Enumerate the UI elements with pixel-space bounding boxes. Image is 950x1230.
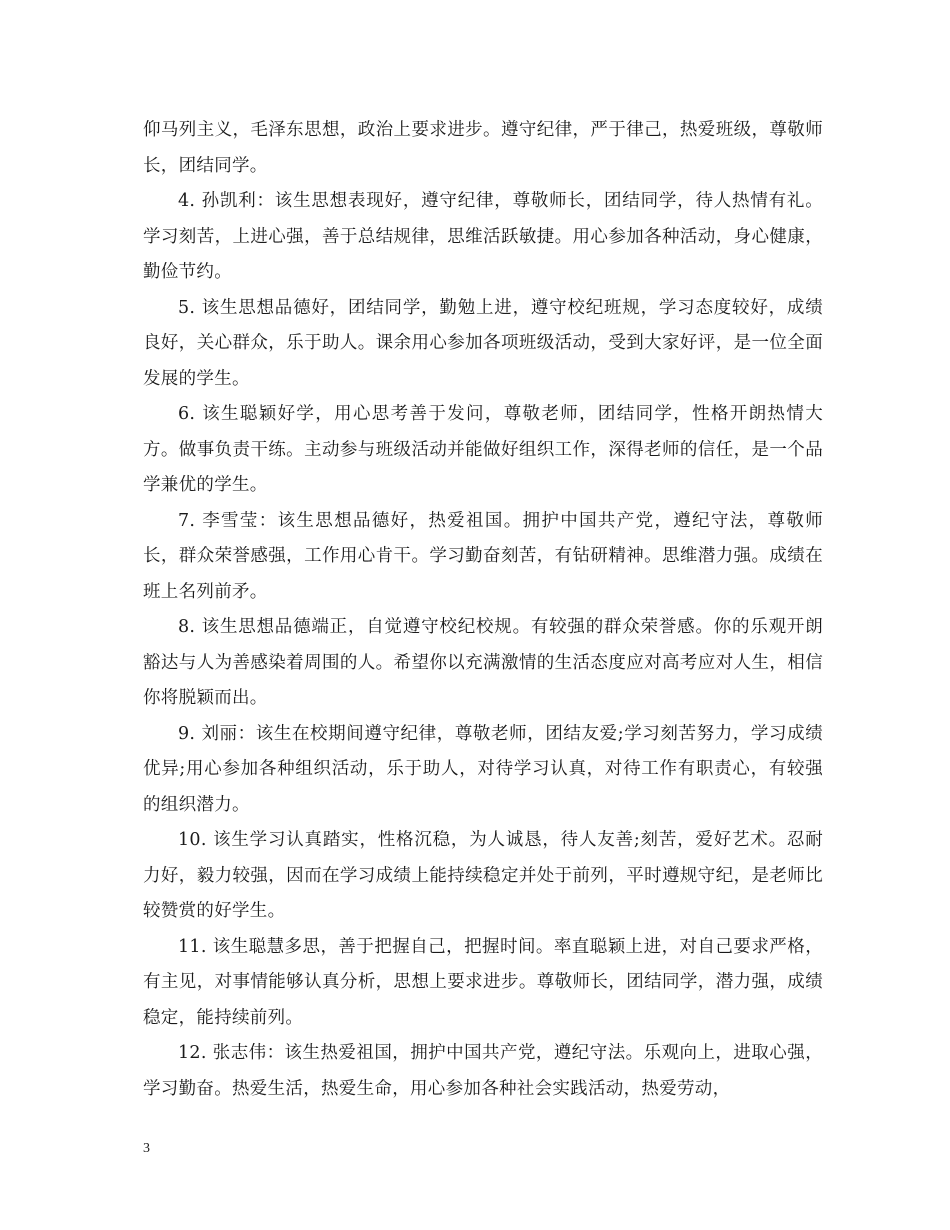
paragraph: 5. 该生思想品德好，团结同学，勤勉上进，遵守校纪班规，学习态度较好，成绩良好，关心群众，乐于助人。课余用心参加各项班级活动，受到大家好评，是一位全面发展的学生。 <box>143 297 823 389</box>
paragraph: 4. 孙凯利：该生思想表现好，遵守纪律，尊敬师长，团结同学，待人热情有礼。学习刻苦，上进心强，善于总结规律，思维活跃敏捷。用心参加各种活动，身心健康，勤俭节约。 <box>143 191 823 282</box>
paragraph: 9. 刘丽：该生在校期间遵守纪律，尊敬老师，团结友爱;学习刻苦努力，学习成绩优异;用心参加各种组织活动，乐于助人，对待学习认真，对待工作有职责心，有较强的组织潜力。 <box>143 723 823 815</box>
paragraph: 11. 该生聪慧多思，善于把握自己，把握时间。率直聪颖上进，对自己要求严格，有主见，对事情能够认真分析，思想上要求进步。尊敬师长，团结同学，潜力强，成绩稳定，能持续前列。 <box>143 936 823 1028</box>
paragraph: 12. 张志伟：该生热爱祖国，拥护中国共产党，遵纪守法。乐观向上，进取心强，学习勤奋。热爱生活，热爱生命，用心参加各种社会实践活动，热爱劳动， <box>143 1043 823 1099</box>
document-body <box>143 113 823 1107</box>
paragraph: 6. 该生聪颖好学，用心思考善于发问，尊敬老师，团结同学，性格开朗热情大方。做事负责干练。主动参与班级活动并能做好组织工作，深得老师的信任，是一个品学兼优的学生。 <box>143 404 823 495</box>
paragraph: 8. 该生思想品德端正，自觉遵守校纪校规。有较强的群众荣誉感。你的乐观开朗豁达与人为善感染着周围的人。希望你以充满激情的生活态度应对高考应对人生，相信你将脱颖而出。 <box>143 617 823 708</box>
paragraph: 7. 李雪莹：该生思想品德好，热爱祖国。拥护中国共产党，遵纪守法，尊敬师长，群众荣誉感强，工作用心肯干。学习勤奋刻苦，有钻研精神。思维潜力强。成绩在班上名列前矛。 <box>143 510 823 602</box>
paragraph: 仰马列主义，毛泽东思想，政治上要求进步。遵守纪律，严于律己，热爱班级，尊敬师长，团结同学。 <box>143 120 823 176</box>
paragraph: 10. 该生学习认真踏实，性格沉稳，为人诚恳，待人友善;刻苦，爱好艺术。忍耐力好，毅力较强，因而在学习成绩上能持续稳定并处于前列，平时遵规守纪，是老师比较赞赏的好学生。 <box>143 830 823 921</box>
page-number: 3 <box>143 1141 150 1156</box>
